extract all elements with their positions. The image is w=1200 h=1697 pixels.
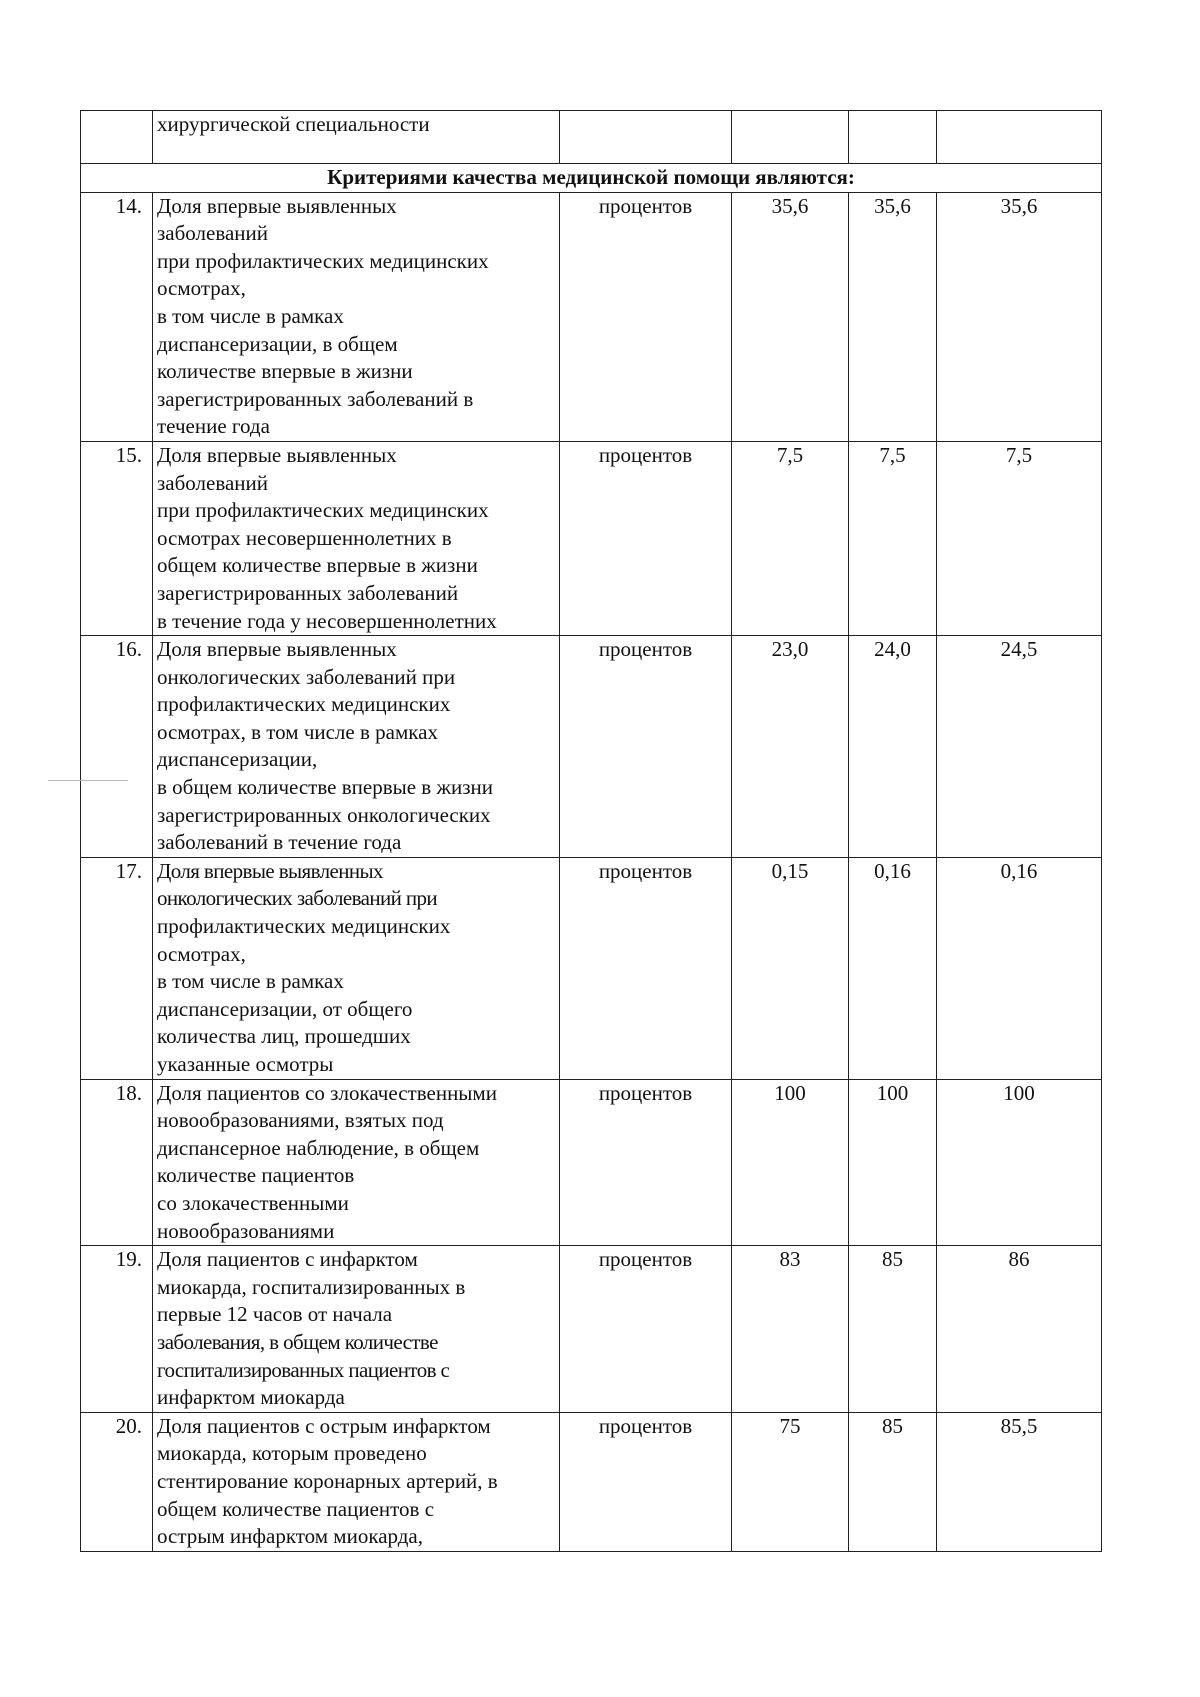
row-number: 17. <box>81 857 153 1079</box>
value-cell <box>849 111 937 164</box>
table-row <box>81 192 1102 441</box>
unit-cell: процентов <box>560 1246 732 1413</box>
criteria-table <box>80 110 1102 1552</box>
indicator-name <box>153 192 560 441</box>
indicator-name-line: Доля впервые выявленных <box>157 193 397 218</box>
value-year-2: 7,5 <box>849 441 937 635</box>
indicator-name-line: осмотрах несовершеннолетних в <box>157 525 452 550</box>
indicator-name-line: зарегистрированных онкологических <box>157 802 491 827</box>
table-row <box>81 857 1102 1079</box>
indicator-name <box>153 1079 560 1246</box>
row-number: 18. <box>81 1079 153 1246</box>
unit-cell: процентов <box>560 441 732 635</box>
indicator-name-line: Доля впервые выявленных <box>157 637 397 662</box>
indicator-name-line: Доля пациентов со злокачественными <box>157 1080 497 1105</box>
indicator-name-line: зарегистрированных заболеваний в <box>157 386 474 411</box>
indicator-name-line: течение года <box>157 414 270 439</box>
indicator-name-line: заболеваний <box>157 470 268 495</box>
indicator-name-line: онкологических заболеваний при <box>157 886 438 911</box>
indicator-name-line: Доля пациентов с инфарктом <box>157 1247 418 1272</box>
row-number: 19. <box>81 1246 153 1413</box>
value-year-3: 86 <box>937 1246 1102 1413</box>
table-row-continued <box>81 111 1102 164</box>
indicator-name-line: диспансеризации, <box>157 747 318 772</box>
value-year-2: 85 <box>849 1246 937 1413</box>
row-number: 15. <box>81 441 153 635</box>
indicator-name-line: осмотрах, <box>157 941 246 966</box>
value-year-1: 23,0 <box>732 636 849 858</box>
num-cell <box>81 111 153 164</box>
table-row <box>81 1412 1102 1551</box>
indicator-name-line: общем количестве впервые в жизни <box>157 553 478 578</box>
value-year-3: 24,5 <box>937 636 1102 858</box>
row-number: 14. <box>81 192 153 441</box>
indicator-name <box>153 857 560 1079</box>
row-number: 20. <box>81 1412 153 1551</box>
indicator-name-line: миокарда, которым проведено <box>157 1441 427 1466</box>
indicator-name-line: новообразованиями, взятых под <box>157 1108 444 1133</box>
indicator-name-line: осмотрах, в том числе в рамках <box>157 719 438 744</box>
row-number: 16. <box>81 636 153 858</box>
indicator-name-line: диспансерное наблюдение, в общем <box>157 1135 480 1160</box>
indicator-name-line: заболевания, в общем количестве <box>157 1329 438 1354</box>
table-row <box>81 441 1102 635</box>
value-year-2: 100 <box>849 1079 937 1246</box>
value-year-2: 24,0 <box>849 636 937 858</box>
value-year-1: 7,5 <box>732 441 849 635</box>
indicator-name-line: заболеваний в течение года <box>157 830 402 855</box>
value-year-2: 35,6 <box>849 192 937 441</box>
indicator-name-line: в общем количестве впервые в жизни <box>157 775 493 800</box>
value-year-3: 0,16 <box>937 857 1102 1079</box>
indicator-name-line: заболеваний <box>157 221 268 246</box>
value-year-1: 100 <box>732 1079 849 1246</box>
name-cell <box>153 111 560 164</box>
indicator-name-line: осмотрах, <box>157 276 246 301</box>
indicator-name-line: со злокачественными <box>157 1190 349 1215</box>
value-year-1: 83 <box>732 1246 849 1413</box>
indicator-name-line: общем количестве пациентов с <box>157 1496 435 1521</box>
indicator-name-line: диспансеризации, в общем <box>157 331 398 356</box>
value-cell <box>732 111 849 164</box>
indicator-name-line: онкологических заболеваний при <box>157 664 456 689</box>
indicator-name-line: в том числе в рамках <box>157 303 344 328</box>
table-row <box>81 636 1102 858</box>
indicator-name-line: Доля впервые выявленных <box>157 442 397 467</box>
indicator-name-line: при профилактических медицинских <box>157 498 489 523</box>
indicator-name-line: количестве впервые в жизни <box>157 359 413 384</box>
indicator-name-line: новообразованиями <box>157 1218 335 1243</box>
table-row <box>81 1079 1102 1246</box>
indicator-name-line: количестве пациентов <box>157 1163 355 1188</box>
value-year-2: 0,16 <box>849 857 937 1079</box>
section-header-row <box>81 164 1102 193</box>
unit-cell: процентов <box>560 636 732 858</box>
indicator-name-line: в том числе в рамках <box>157 969 344 994</box>
unit-cell: процентов <box>560 857 732 1079</box>
indicator-name-line: инфарктом миокарда <box>157 1385 345 1410</box>
indicator-name-line: профилактических медицинских <box>157 914 451 939</box>
unit-cell: процентов <box>560 1412 732 1551</box>
value-cell <box>937 111 1102 164</box>
value-year-3: 7,5 <box>937 441 1102 635</box>
unit-cell: процентов <box>560 1079 732 1246</box>
table-row <box>81 1246 1102 1413</box>
value-year-1: 0,15 <box>732 857 849 1079</box>
value-year-3: 100 <box>937 1079 1102 1246</box>
value-year-1: 75 <box>732 1412 849 1551</box>
indicator-name-line: при профилактических медицинских <box>157 248 489 273</box>
value-year-3: 35,6 <box>937 192 1102 441</box>
indicator-name-line: зарегистрированных заболеваний <box>157 580 459 605</box>
indicator-name <box>153 1246 560 1413</box>
unit-cell: процентов <box>560 192 732 441</box>
value-year-3: 85,5 <box>937 1412 1102 1551</box>
indicator-name-line: в течение года у несовершеннолетних <box>157 608 497 633</box>
indicator-name-line: количества лиц, прошедших <box>157 1024 411 1049</box>
name-line: хирургической специальности <box>157 112 430 136</box>
indicator-name <box>153 441 560 635</box>
value-year-1: 35,6 <box>732 192 849 441</box>
section-header: Критериями качества медицинской помощи являются: <box>81 164 1102 193</box>
indicator-name-line: первые 12 часов от начала <box>157 1302 393 1327</box>
indicator-name-line: миокарда, госпитализированных в <box>157 1274 466 1299</box>
indicator-name-line: острым инфарктом миокарда, <box>157 1524 424 1549</box>
indicator-name-line: профилактических медицинских <box>157 692 451 717</box>
indicator-name <box>153 636 560 858</box>
indicator-name-line: указанные осмотры <box>157 1052 334 1076</box>
criteria-table-body <box>81 111 1102 1552</box>
indicator-name-line: госпитализированных пациентов с <box>157 1357 450 1382</box>
indicator-name-line: диспансеризации, от общего <box>157 996 413 1021</box>
indicator-name-line: стентирование коронарных артерий, в <box>157 1468 498 1493</box>
indicator-name-line: Доля впервые выявленных <box>157 858 383 883</box>
unit-cell <box>560 111 732 164</box>
scan-artifact <box>48 780 128 781</box>
value-year-2: 85 <box>849 1412 937 1551</box>
indicator-name <box>153 1412 560 1551</box>
indicator-name-line: Доля пациентов с острым инфарктом <box>157 1413 491 1438</box>
